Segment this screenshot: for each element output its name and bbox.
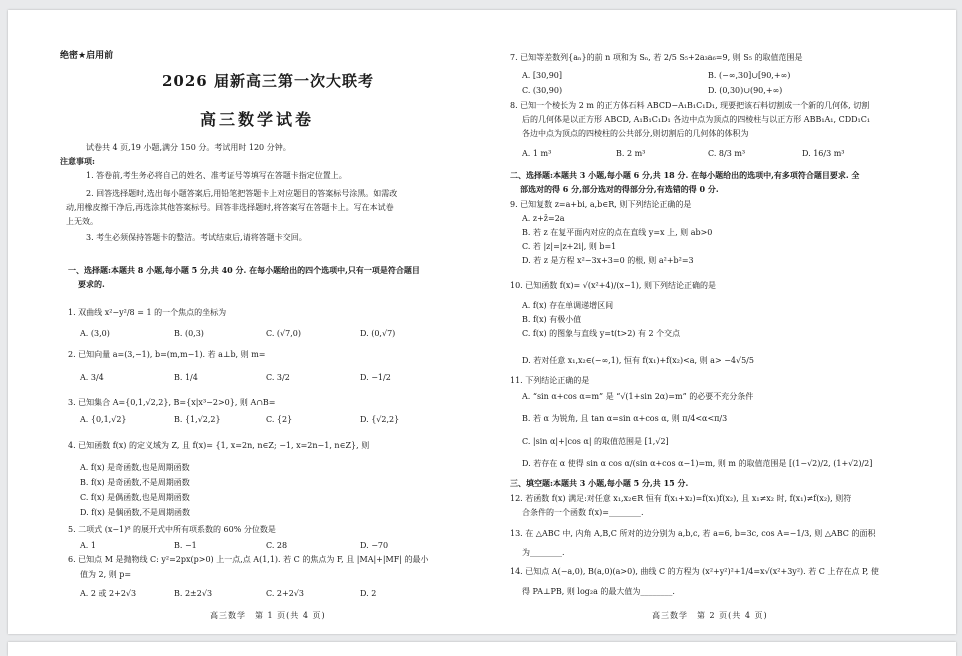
option: B. 2 m³ [616, 149, 646, 158]
option: D. −1/2 [360, 373, 391, 382]
option: D. (0,√7) [360, 329, 396, 338]
option: C. 若 |z|=|z+2i|, 则 b=1 [522, 242, 617, 251]
option: A. 3/4 [80, 373, 104, 382]
question-3-stem: 3. 已知集合 A={0,1,√2,2}, B={x|x³−2>0}, 则 A∩B= [68, 398, 276, 407]
option: A. (3,0) [80, 329, 110, 338]
option: C. 3/2 [266, 373, 290, 382]
option: B. {1,√2,2} [174, 415, 221, 424]
question-13-stem: 为________. [522, 548, 565, 557]
notice-line: 上无效。 [66, 217, 98, 226]
notice-line: 动,用橡皮擦干净后,再选涂其他答案标号。回答非选择题时,将答案写在答题卡上。写在本试卷 [66, 203, 394, 212]
notice-line: 1. 答卷前,考生务必将自己的姓名、准考证号等填写在答题卡指定位置上。 [86, 171, 347, 180]
exam-sheet [8, 10, 956, 634]
option: D. 若 z 是方程 x²−3x+3=0 的根, 则 a²+b²=3 [522, 256, 694, 265]
option: A. [30,90] [522, 71, 563, 80]
option: B. f(x) 是奇函数,不是周期函数 [80, 478, 190, 487]
option: A. f(x) 存在单调递增区间 [522, 301, 614, 310]
next-sheet-edge [8, 642, 956, 656]
exam-title: 2026 届新高三第一次大联考 [162, 72, 374, 90]
option: D. 16/3 m³ [802, 149, 845, 158]
question-13-stem: 13. 在 △ABC 中, 内角 A,B,C 所对的边分别为 a,b,c, 若 a=6, b=3c, cos A=−1/3, 则 △ABC 的面积 [510, 529, 876, 538]
question-6-stem: 6. 已知点 M 是抛物线 C: y²=2px(p>0) 上一点,点 A(1,1). 若 C 的焦点为 F, 且 |MA|+|MF| 的最小 [68, 555, 429, 564]
option: A. {0,1,√2} [80, 415, 127, 424]
option: C. 28 [266, 541, 288, 550]
question-5-stem: 5. 二项式 (x−1)⁸ 的展开式中所有项系数的 60% 分位数是 [68, 525, 276, 534]
section-heading: 三、填空题:本题共 3 小题,每小题 5 分,共 15 分. [510, 478, 689, 488]
option: A. 1 m³ [522, 149, 552, 158]
question-14-stem: 得 PA⊥PB, 则 log₂a 的最大值为________. [522, 587, 675, 596]
question-12-stem: 12. 若函数 f(x) 满足:对任意 x₁,x₂∈R 恒有 f(x₁+x₂)=f(x₁)f(x₂), 且 x₁≠x₂ 时, f(x₁)≠f(x₂), 则符 [510, 494, 852, 503]
option: B. 2±2√3 [174, 589, 213, 598]
option: B. 若 α 为锐角, 且 tan α=sin α+cos α, 则 π/4<α<π/3 [522, 414, 728, 423]
notice-line: 2. 回答选择题时,选出每小题答案后,用铅笔把答题卡上对应题目的答案标号涂黑。如需改 [86, 189, 398, 198]
option: A. 2 或 2+2√3 [80, 589, 137, 598]
question-8-stem: 8. 已知一个棱长为 2 m 的正方体石料 ABCD−A₁B₁C₁D₁, 现要把该石料切割成一个新的几何体, 切割 [510, 101, 870, 110]
question-4-stem: 4. 已知函数 f(x) 的定义域为 Z, 且 f(x)= {1, x=2n, n∈Z; −1, x=2n−1, n∈Z}, 则 [68, 441, 370, 450]
section-heading: 要求的. [78, 279, 105, 289]
page-footer: 高三数学 第 1 页(共 4 页) [210, 611, 326, 620]
exam-subtitle: 高三数学试卷 [200, 110, 315, 129]
option: A. z+z̄=2a [522, 214, 565, 223]
option: D. (0,30)∪(90,+∞) [708, 86, 783, 95]
option: B. −1 [174, 541, 197, 550]
option: D. {√2,2} [360, 415, 400, 424]
option: D. −70 [360, 541, 389, 550]
section-heading: 二、选择题:本题共 3 小题,每小题 6 分,共 18 分. 在每小题给出的选项中,有多项符合题目要求. 全 [510, 170, 860, 180]
question-10-stem: 10. 已知函数 f(x)= √(x²+4)/(x−1), 则下列结论正确的是 [510, 281, 716, 290]
page-footer: 高三数学 第 2 页(共 4 页) [652, 611, 768, 620]
question-2-stem: 2. 已知向量 a=(3,−1), b=(m,m−1). 若 a⊥b, 则 m= [68, 350, 266, 359]
section-heading: 部选对的得 6 分,部分选对的得部分分,有选错的得 0 分. [520, 184, 719, 194]
page-2 [502, 10, 912, 634]
notice-line: 3. 考生必须保持答题卡的整洁。考试结束后,请将答题卡交回。 [86, 233, 307, 242]
question-1-stem: 1. 双曲线 x²−y²/8 = 1 的一个焦点的坐标为 [68, 308, 227, 317]
option: B. f(x) 有极小值 [522, 315, 582, 324]
option: C. f(x) 是偶函数,也是周期函数 [80, 493, 190, 502]
question-8-stem: 后的几何体是以正方形 ABCD, A₁B₁C₁D₁ 各边中点为顶点的四棱柱与以正方形 ABB₁A₁, CDD₁C₁ [522, 115, 871, 124]
question-11-stem: 11. 下列结论正确的是 [510, 376, 590, 385]
option: D. 若对任意 x₁,x₂∈(−∞,1), 恒有 f(x₁)+f(x₂)<a, 则 a> −4√5/5 [522, 356, 754, 365]
option: B. 若 z 在复平面内对应的点在直线 y=x 上, 则 ab>0 [522, 228, 713, 237]
option: C. |sin α|+|cos α| 的取值范围是 [1,√2] [522, 437, 669, 446]
notice-heading: 注意事项: [60, 156, 95, 166]
question-9-stem: 9. 已知复数 z=a+bi, a,b∈R, 则下列结论正确的是 [510, 200, 692, 209]
option: A. “sin α+cos α=m” 是 “√(1+sin 2α)=m” 的必要不充分条件 [522, 392, 754, 401]
option: B. 1/4 [174, 373, 198, 382]
option: B. (−∞,30]∪[90,+∞) [708, 71, 791, 80]
page-1 [60, 10, 470, 634]
question-14-stem: 14. 已知点 A(−a,0), B(a,0)(a>0), 曲线 C 的方程为 (x²+y²)²+1/4=x√(x²+3y²). 若 C 上存在点 P, 使 [510, 567, 879, 576]
option: C. (√7,0) [266, 329, 301, 338]
question-7-stem: 7. 已知等差数列{aₙ}的前 n 项和为 Sₙ, 若 2/5 S₅+2a₃a₆=9, 则 S₅ 的取值范围是 [510, 53, 803, 62]
option: A. 1 [80, 541, 96, 550]
option: C. f(x) 的图象与直线 y=t(t>2) 有 2 个交点 [522, 329, 681, 338]
option: B. (0,3) [174, 329, 204, 338]
question-8-stem: 各边中点为顶点的四棱柱的公共部分,则切割后的几何体的体积为 [522, 129, 749, 138]
option: C. (30,90) [522, 86, 563, 95]
secret-label: 绝密★启用前 [60, 51, 114, 61]
intro-text: 试卷共 4 页,19 小题,满分 150 分。考试用时 120 分钟。 [86, 143, 291, 152]
question-6-stem: 值为 2, 则 p= [80, 570, 132, 579]
option: C. 8/3 m³ [708, 149, 746, 158]
option: A. f(x) 是奇函数,也是周期函数 [80, 463, 190, 472]
option: D. f(x) 是偶函数,不是周期函数 [80, 508, 191, 517]
question-12-stem: 合条件的一个函数 f(x)=________. [522, 508, 644, 517]
option: C. {2} [266, 415, 293, 424]
section-heading: 一、选择题:本题共 8 小题,每小题 5 分,共 40 分. 在每小题给出的四个选项中,只有一项是符合题目 [68, 265, 420, 275]
option: C. 2+2√3 [266, 589, 304, 598]
option: D. 若存在 α 使得 sin α cos α/(sin α+cos α−1)=m, 则 m 的取值范围是 [(1−√2)/2, (1+√2)/2] [522, 459, 873, 468]
option: D. 2 [360, 589, 377, 598]
